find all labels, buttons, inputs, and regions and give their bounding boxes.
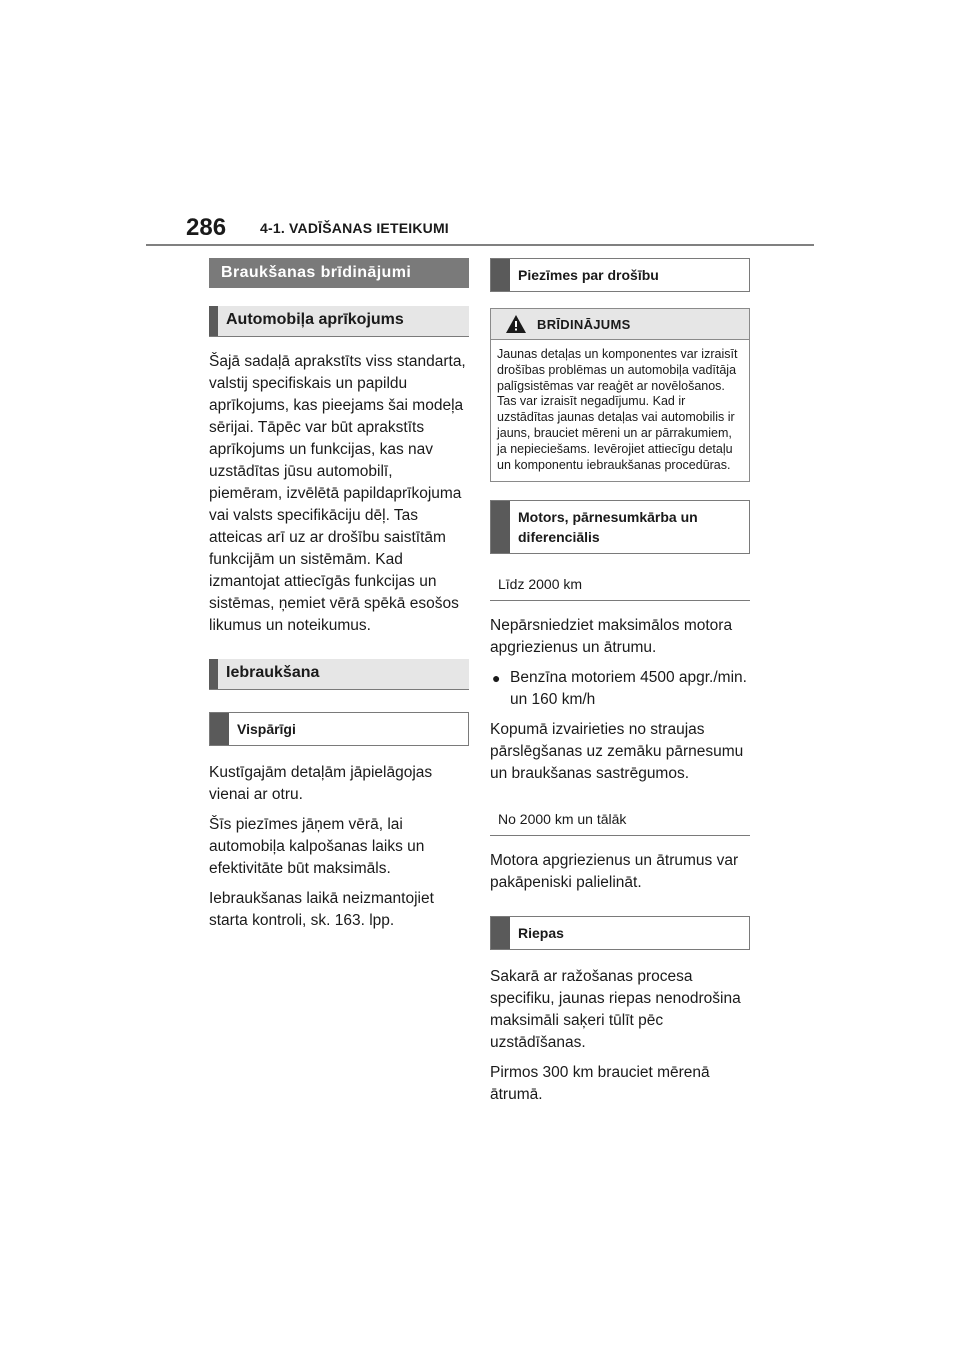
general-paragraph-2: Šīs piezīmes jāņem vērā, lai automobiļa kalpošanas laiks un efektivitāte būt maksimāls. (209, 816, 425, 877)
tyres-heading-text: Riepas (518, 925, 564, 942)
upto-2000-heading: Līdz 2000 km (490, 576, 750, 601)
heading-marker (209, 306, 218, 336)
left-column (209, 258, 469, 940)
equipment-heading (209, 306, 469, 337)
bullet-icon: ● (492, 670, 501, 687)
general-heading-text: Vispārīgi (237, 721, 296, 737)
tyres-paragraph-2: Pirmos 300 km brauciet mērenā ātrumā. (490, 1064, 710, 1104)
bullet-text: Benzīna motoriem 4500 apgr./min. un 160 km/h (510, 669, 747, 709)
equipment-paragraph: Šajā sadaļā aprakstīts viss standarta, valstij specifiskais un papildu aprīkojums, kas pieejams šai modeļa sērijai. Tāpēc var būt aprakstīts aprīkojums un funkcijas, kas nav uzstādītas jūsu automobilī, piemēram, izvēlētā papildaprīkojuma vai valsts specifikāciju dēļ. Tas atteicas arī uz ar drošību saistītām funkcijām un sistēmām. Kad izmantojat attiecīgās funkcijas un sistēmas, ņemiet vērā spēkā esošos likumus un noteikumus. (209, 353, 466, 634)
upto-paragraph-2: Kopumā izvairieties no straujas pārslēgšanas uz zemāku pārnesumu un braukšanas sastrēgumos. (490, 721, 744, 783)
tyres-heading (490, 916, 750, 950)
chapter-title: 4-1. VADĪŠANAS IETEIKUMI (260, 220, 449, 236)
list-item (490, 667, 750, 711)
break-in-heading (209, 659, 469, 690)
warning-box (490, 308, 750, 482)
warning-triangle-icon (505, 314, 527, 334)
upto-paragraph-1: Nepārsniedziet maksimālos motora apgriezienus un ātrumu. (490, 617, 733, 657)
safety-heading-text: Piezīmes par drošību (518, 267, 659, 283)
general-paragraph-1: Kustīgajām detaļām jāpielāgojas vienai ar otru. (209, 764, 433, 803)
from-paragraph-1: Motora apgriezienus un ātrumus var pakāpeniski palielināt. (490, 852, 739, 892)
tyres-paragraph-1: Sakarā ar ražošanas procesa specifiku, jaunas riepas nenodrošina maksimāli saķeri tūlīt pēc uzstādīšanas. (490, 968, 741, 1052)
from-2000-heading: No 2000 km un tālāk (490, 811, 750, 836)
warning-title: BRĪDINĀJUMS (537, 316, 631, 332)
heading-marker (491, 259, 510, 291)
general-paragraph-3: Iebraukšanas laikā neizmantojiet starta kontroli, sk. 163. lpp. (209, 890, 434, 929)
heading-marker (209, 659, 218, 689)
right-column (490, 258, 750, 1114)
section-banner: Braukšanas brīdinājumi (209, 258, 469, 288)
break-in-heading-text: Iebraukšana (226, 664, 320, 681)
equipment-heading-text: Automobiļa aprīkojums (226, 311, 404, 328)
general-heading (209, 712, 469, 746)
page-number: 286 (186, 214, 227, 241)
engine-heading (490, 500, 750, 554)
header-divider (146, 244, 814, 246)
heading-marker (210, 713, 229, 745)
warning-text: Jaunas detaļas un komponentes var izraisīt drošības problēmas un automobiļa vadītāja palīgsistēmas var reaģēt ar novēlošanos. Tas var izraisīt negadījumu. Kad ir uzstādītas jaunas detaļas vai automobilis ir jauns, brauciet mēreni un ar pārrakumiem, ja nepieciešams. Ievērojiet attiecīgu detaļu un komponentu iebraukšanas procedūras. (497, 347, 738, 472)
safety-heading (490, 258, 750, 292)
heading-marker (491, 501, 510, 553)
heading-marker (491, 917, 510, 949)
warning-header (491, 309, 749, 340)
engine-heading-text: Motors, pārnesumkārba un diferenciālis (518, 509, 698, 546)
